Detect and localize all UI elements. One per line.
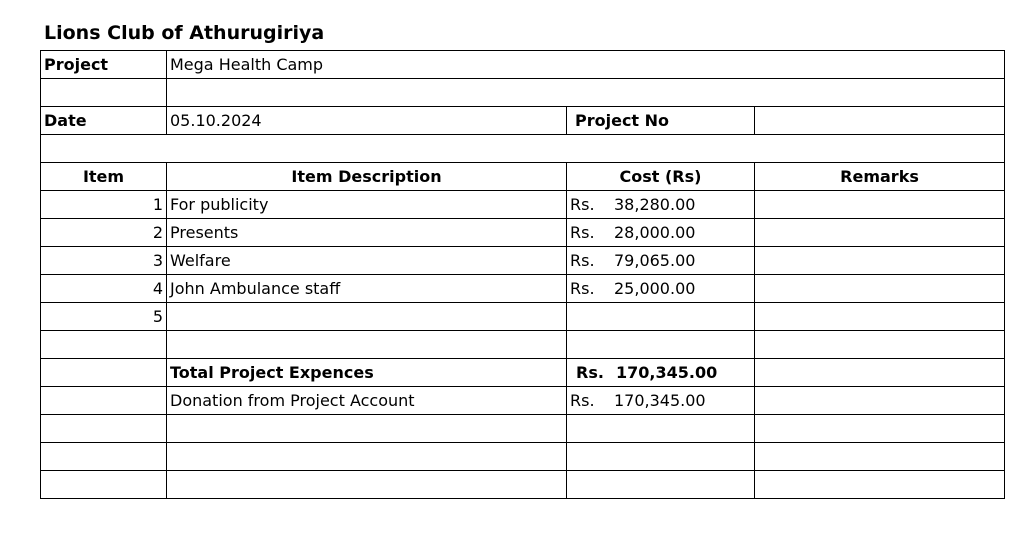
item-remarks[interactable] xyxy=(755,191,1005,219)
spacer-row xyxy=(41,135,1005,163)
table-row xyxy=(41,443,1005,471)
table-row xyxy=(41,219,1005,247)
header-item: Item xyxy=(41,163,167,191)
cost-amount: 79,065.00 xyxy=(614,250,696,270)
empty-cell[interactable] xyxy=(41,387,167,415)
sheet-title: Lions Club of Athurugiriya xyxy=(44,22,325,44)
cost-amount: 25,000.00 xyxy=(614,278,696,298)
item-number[interactable]: 5 xyxy=(41,303,167,331)
header-cost: Cost (Rs) xyxy=(567,163,755,191)
item-number[interactable]: 3 xyxy=(41,247,167,275)
item-description[interactable]: For publicity xyxy=(167,191,567,219)
table-row xyxy=(41,471,1005,499)
empty-cell[interactable] xyxy=(755,387,1005,415)
expense-table xyxy=(40,50,1005,499)
header-description: Item Description xyxy=(167,163,567,191)
cost-amount: 28,000.00 xyxy=(614,222,696,242)
empty-cell[interactable] xyxy=(755,331,1005,359)
project-value[interactable]: Mega Health Camp xyxy=(167,51,1005,79)
table-row xyxy=(41,303,1005,331)
donation-label: Donation from Project Account xyxy=(167,387,567,415)
donation-amount: 170,345.00 xyxy=(614,390,706,410)
currency-label: Rs. xyxy=(570,278,595,298)
empty-cell[interactable] xyxy=(567,415,755,443)
item-description[interactable]: Welfare xyxy=(167,247,567,275)
table-row xyxy=(41,415,1005,443)
empty-cell[interactable] xyxy=(567,443,755,471)
item-remarks[interactable] xyxy=(755,219,1005,247)
total-cost[interactable] xyxy=(567,359,755,387)
empty-cell[interactable] xyxy=(167,471,567,499)
cost-amount: 38,280.00 xyxy=(614,194,696,214)
item-number[interactable]: 1 xyxy=(41,191,167,219)
table-row xyxy=(41,275,1005,303)
item-number[interactable]: 2 xyxy=(41,219,167,247)
empty-cell[interactable] xyxy=(41,79,167,107)
empty-cell[interactable] xyxy=(41,359,167,387)
date-label: Date xyxy=(41,107,167,135)
empty-cell[interactable] xyxy=(755,415,1005,443)
empty-cell[interactable] xyxy=(41,331,167,359)
currency-label: Rs. xyxy=(570,390,595,410)
empty-cell[interactable] xyxy=(755,471,1005,499)
currency-label: Rs. xyxy=(570,194,595,214)
empty-cell[interactable] xyxy=(167,331,567,359)
currency-label: Rs. xyxy=(570,250,595,270)
empty-cell[interactable] xyxy=(41,415,167,443)
item-cost[interactable] xyxy=(567,247,755,275)
project-row xyxy=(41,51,1005,79)
currency-label: Rs. xyxy=(576,362,604,382)
item-remarks[interactable] xyxy=(755,275,1005,303)
total-row xyxy=(41,359,1005,387)
empty-cell[interactable] xyxy=(755,359,1005,387)
total-label: Total Project Expences xyxy=(167,359,567,387)
empty-cell[interactable] xyxy=(167,415,567,443)
header-remarks: Remarks xyxy=(755,163,1005,191)
currency-label: Rs. xyxy=(570,222,595,242)
empty-cell[interactable] xyxy=(755,443,1005,471)
empty-cell[interactable] xyxy=(167,79,1005,107)
donation-cost[interactable] xyxy=(567,387,755,415)
item-cost[interactable] xyxy=(567,191,755,219)
empty-cell[interactable] xyxy=(167,443,567,471)
item-description[interactable]: Presents xyxy=(167,219,567,247)
item-description[interactable] xyxy=(167,303,567,331)
empty-cell[interactable] xyxy=(567,331,755,359)
table-row xyxy=(41,331,1005,359)
empty-cell[interactable] xyxy=(41,443,167,471)
empty-cell[interactable] xyxy=(567,471,755,499)
empty-cell[interactable] xyxy=(41,471,167,499)
donation-row xyxy=(41,387,1005,415)
table-row xyxy=(41,191,1005,219)
item-description[interactable]: John Ambulance staff xyxy=(167,275,567,303)
total-amount: 170,345.00 xyxy=(616,362,718,382)
item-cost[interactable] xyxy=(567,303,755,331)
item-cost[interactable] xyxy=(567,275,755,303)
empty-cell[interactable] xyxy=(41,135,1005,163)
item-cost[interactable] xyxy=(567,219,755,247)
date-row xyxy=(41,107,1005,135)
table-row xyxy=(41,247,1005,275)
project-no-value[interactable] xyxy=(755,107,1005,135)
project-label: Project xyxy=(41,51,167,79)
date-value[interactable]: 05.10.2024 xyxy=(167,107,567,135)
spacer-row xyxy=(41,79,1005,107)
item-remarks[interactable] xyxy=(755,303,1005,331)
header-row xyxy=(41,163,1005,191)
item-remarks[interactable] xyxy=(755,247,1005,275)
item-number[interactable]: 4 xyxy=(41,275,167,303)
project-no-label: Project No xyxy=(567,107,755,135)
